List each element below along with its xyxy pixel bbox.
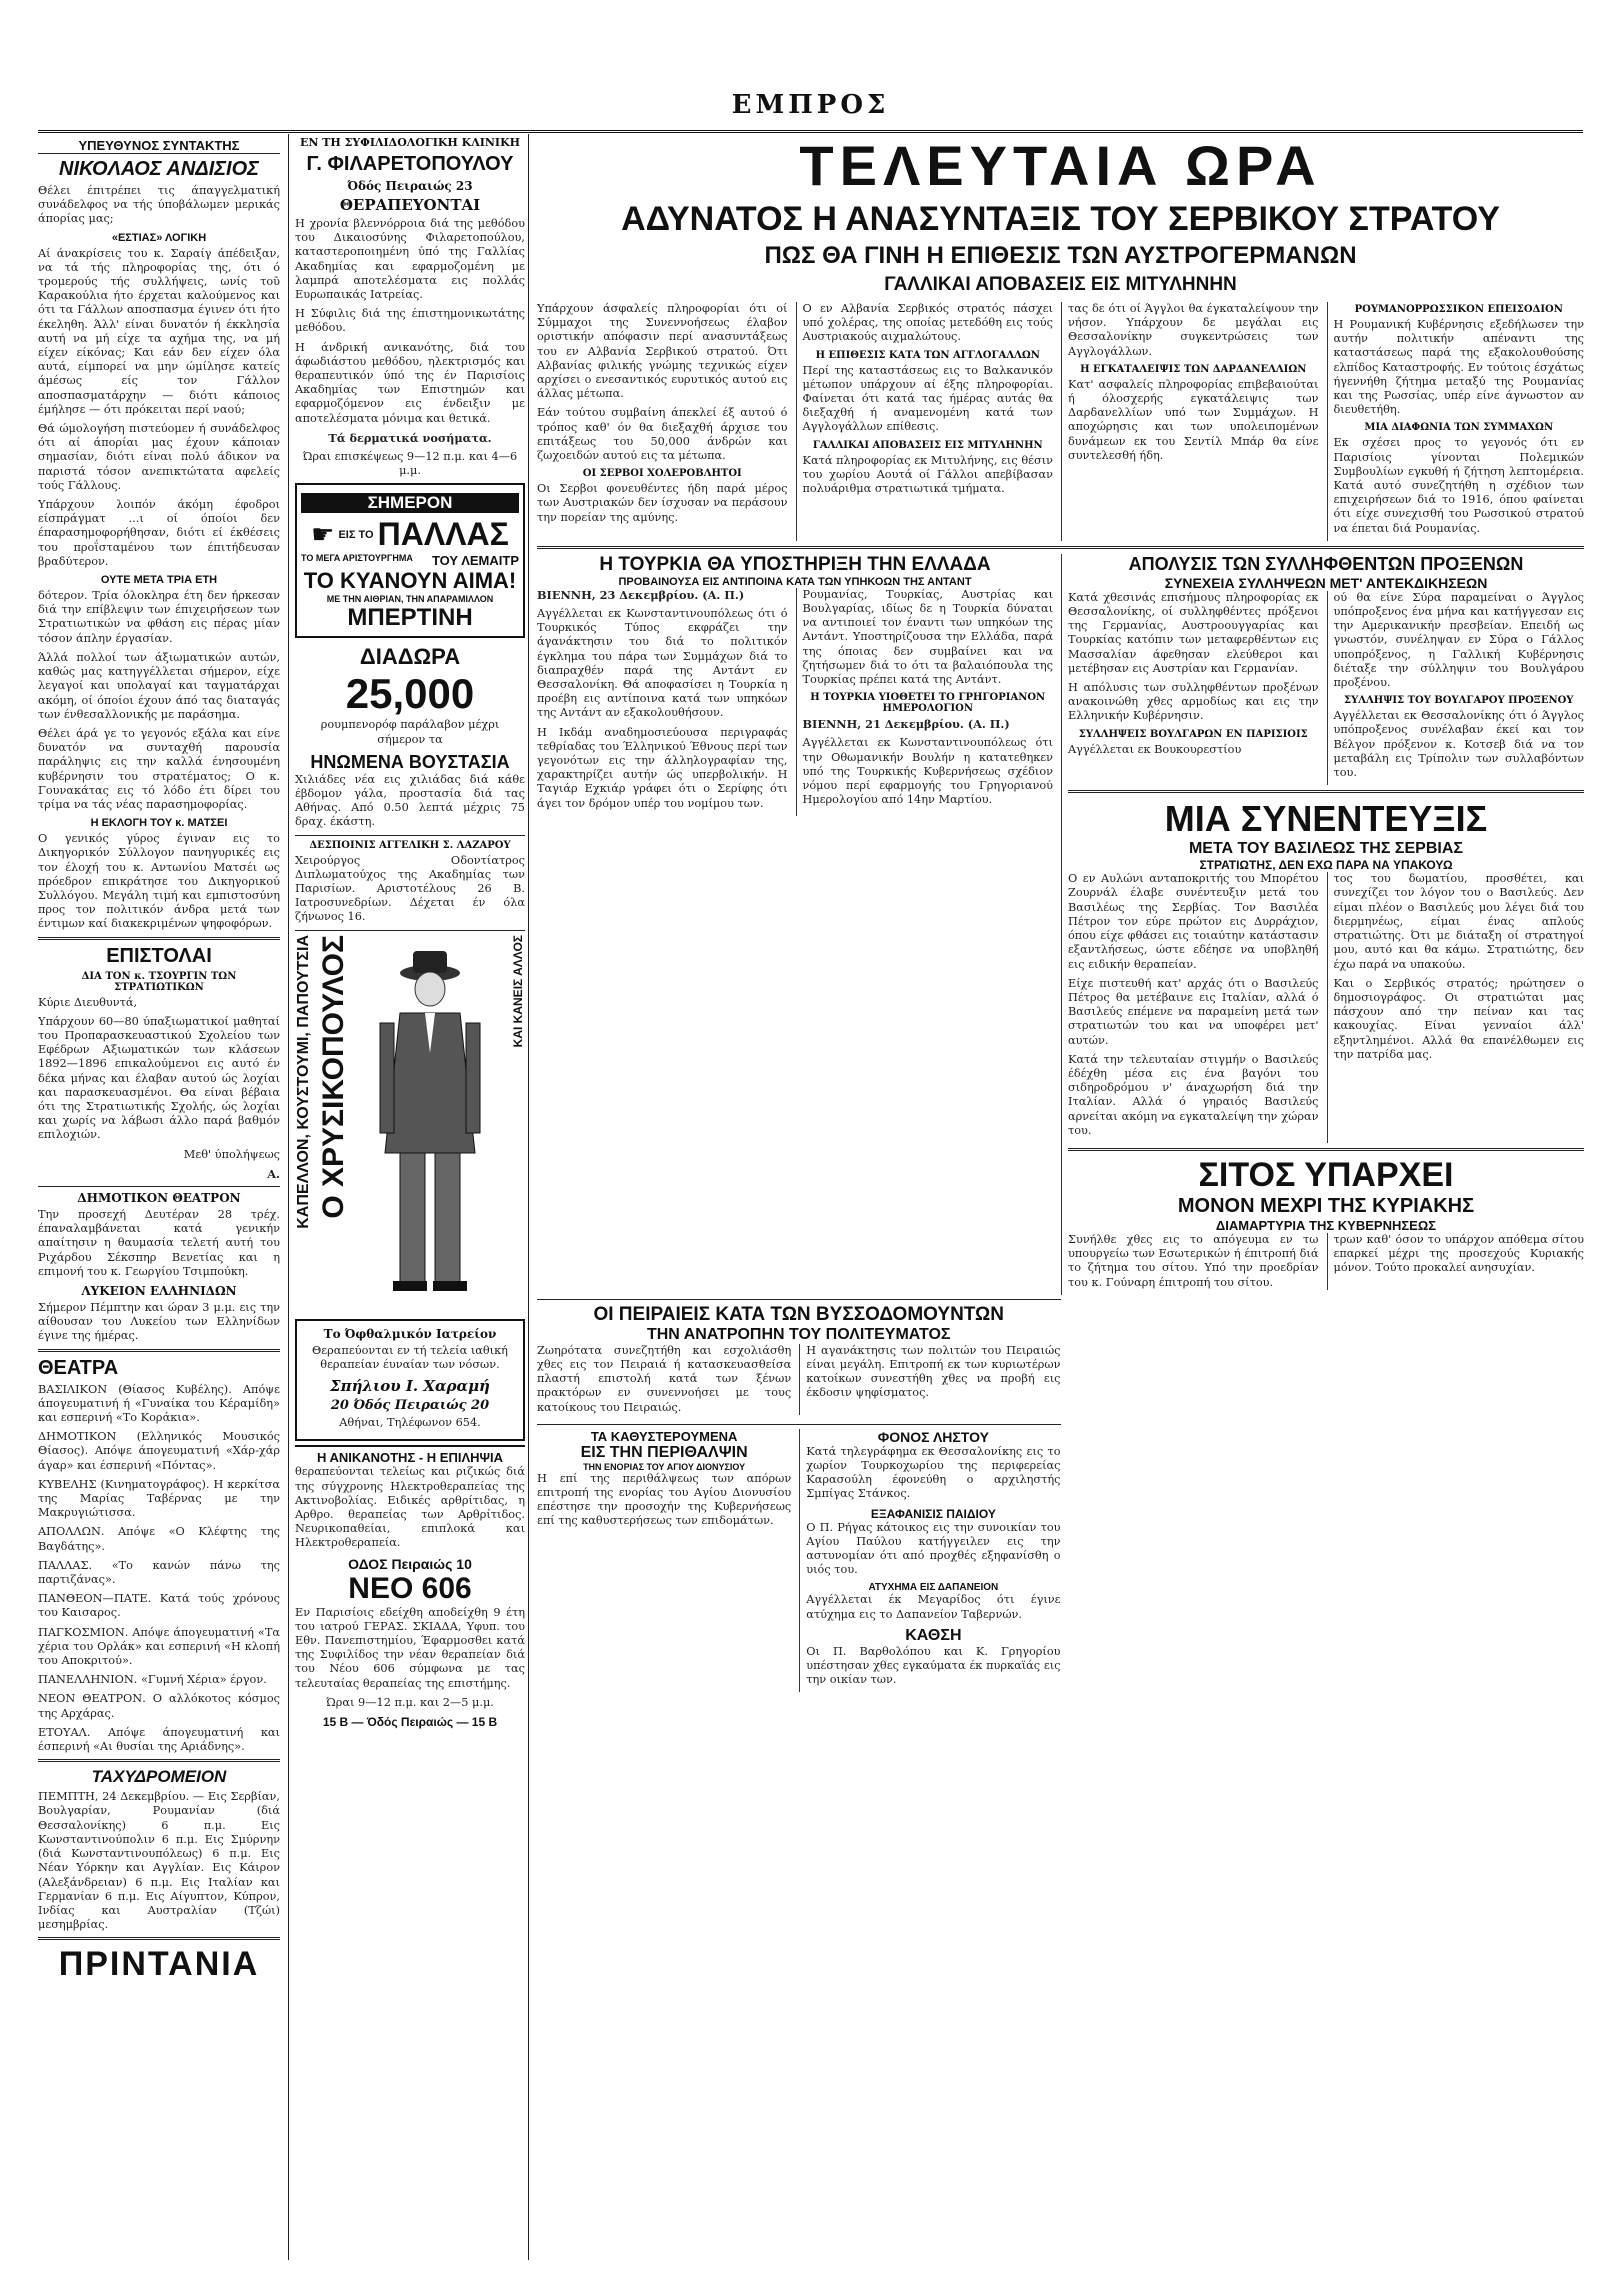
estias-text: Αί άνακρίσεις του κ. Σαραίγ άπέδειξαν, να τά τής πληροφορίας της, ότι ό τρομερούς τής συλλήψεις, ωνίς τοῦ Καρακούλια ήτο έρχεται καλούμενος και ότι τα Γάλλων αποσπασμα έγινεν ότι ήτο έκεληθη. Άλλ' είναι δυνατόν ή έκκλησία αυτή να μή είχε τα αχήμα της, να μή είχεν είκόνας; Και εάν δεν είχεν όλα αυτά, είμπορεί να μην ώμίλησε κατείς άμέσως είς τον Γάλλον αποσπασματάρχην — διότι κάποιος έμήλησε — ότι πρόκειται περί ναού; [38, 246, 280, 416]
column-2-ads [288, 134, 525, 2260]
clinic-addr: Όδός Πειραιώς 23 [347, 179, 473, 193]
pallas-left: ΤΟ ΜΕΓΑ ΑΡΙΣΤΟΥΡΓΗΜΑ [301, 553, 413, 564]
kath-subhead-2: ΤΗΝ ΕΝΟΡΙΑΣ ΤΟΥ ΑΓΙΟΥ ΔΙΟΝΥΣΙΟΥ [583, 1461, 746, 1472]
interview-text-4: τος του δωματίου, προσθέτει, και συνεχίζει τον λόγον του ο Βασιλεύς. Δεν είμαι πλέον ο Βασιλεύς μου λέγει διά του διερμηνέως, είμαι ένας απλούς στρατιώτης. Ότι με διάταξη οί στρατηγοί μου, αυτό και θα κάμω. Στρατιώτης, δεν έχω παρά να υπακούω. [1333, 872, 1584, 971]
tachydromeion-text: ΠΕΜΠΤΗ, 24 Δεκεμβρίου. — Εις Σερβίαν, Βουλγαρίαν, Ρουμανίαν (διά Θεσσαλονίκης) 6 π.μ. Εις Κωνσταντινούπολιν 6 π.μ. Εις Σμύρνην (διά Κωνσταντινουπόλεως) 6 π.μ. Εις Νέαν Υόρκην και Αγγλίαν. Εις Κάιρον (Αλεξάνδρειαν) 6 π.μ. Εις Ιταλίαν και Γερμανίαν 6 π.μ. Εις Αίγυπτον, Κύπρον, Ινδίας και Αυστραλίαν (Τζώι) μεσημβρίας. [38, 1790, 280, 1932]
intro-text: Θέλει έπιτρέπει τις άπαγγελματική συνάδελφος να τής ύποβάλωμεν μερικάς άπορίας μας; [38, 184, 280, 226]
kaosi-head: ΚΑΘΣΗ [905, 1626, 962, 1644]
pallas-today: ΣΗΜΕΡΟΝ [301, 493, 519, 513]
lykeion-text: Σήμερον Πέμπτην και ώραν 3 μ.μ. εις την αίθουσαν του Λυκείου των Ελληνίδων έγινε της ήμέρας. [38, 1301, 280, 1343]
interview-text: Ο εν Αυλώνι ανταποκριτής του Μπορέτου Ζουρνάλ έλαβε συνέντευξιν μετά του Βασιλέως της Σερβίας. Τον Βασιλέα Πέτρον τον εύρε πρώτον εις Δυρράχιον, όπου είχε φθάσει εις τοιαύτην κατάστασιν εξαντλήσεως, ώστε εδέησε να υποβληθή εις ειδικήν θεραπείαν. [1068, 872, 1319, 971]
kaosi-text: Οι Π. Βαρθολόπου και Κ. Γρηγορίου υπέστησαν χθες εγκαύματα έκ πυρκαϊάς εις την οικίαν των. [806, 1644, 1061, 1687]
turkey-head: Η ΤΟΥΡΚΙΑ ΘΑ ΥΠΟΣΤΗΡΙΞΗ ΤΗΝ ΕΛΛΑΔΑ [599, 553, 991, 575]
epistolai-sign: Μεθ' ύπολήψεως [183, 1147, 280, 1161]
kath-text: Η επί της περιθάλψεως των απόρων επιτροπή της ενορίας του Αγίου Διονυσίου επέστησε την προσοχήν της Κυβερνήσεως επί της καθυστερήσεως των επιδομάτων. [537, 1471, 792, 1528]
piraeus-head: ΟΙ ΠΕΙΡΑΙΕΙΣ ΚΑΤΑ ΤΩΝ ΒΥΣΣΟΔΟΜΟΥΝΤΩΝ [593, 1303, 1005, 1325]
banner-headline: ΤΕΛΕΥΤΑΙΑ ΩΡΑ [799, 134, 1322, 197]
wheat-subhead: ΜΟΝΟΝ ΜΕΧΡΙ ΤΗΣ ΚΥΡΙΑΚΗΣ [1177, 1194, 1475, 1217]
anik-head: Η ΑΝΙΚΑΝΟΤΗΣ - Η ΕΠΙΛΗΨΙΑ [295, 1445, 525, 1465]
clinic-hours: Ώραι επισκέψεως 9—12 π.μ. και 4—6 μ.μ. [302, 450, 518, 478]
pallas-star: ΜΠΕΡΤΙΝΗ [347, 604, 473, 632]
theatra-list [38, 1383, 280, 1755]
diadora-amount: 25,000 [345, 670, 475, 718]
epistolai-sub: ΔΙΑ ΤΟΝ κ. ΤΣΟΥΡΓΙΝ ΤΩΝ ΣΤΡΑΤΙΩΤΙΚΩΝ [81, 970, 237, 993]
top-right-text: Η Ρουμανική Κυβέρνησις εξεδήλωσεν την αυτήν πολιτικήν απέναντι της καταστάσεως παρά της εξακολουθούσης ελπίδος Καταστροφής. Εν τούτοις έσχάτως ήγεννήθη ζήτημα μεταξύ της Ρουμανίας και της Ρωσσίας, υπέρ είνε άγνωστον αν διευθετήθη. [1333, 318, 1584, 417]
estias-text-2: Θά ώμολογήση πιστεύομεν ή συνάδελφος ότι αί άπορίαι μας έχουν κάποιαν σημασίαν, διότι είναι πολύ άδικον να παριστά τόσον ανεπικτώτατα αφελείς τούς Γάλλους. [38, 422, 280, 492]
theatre-item: ΚΥΒΕΛΗΣ (Κινηματογράφος). Η κερκίτσα της Μαρίας Ταβέρνας με την Μακρυγιώτισσα. [38, 1477, 280, 1520]
wheat-text-2: τρων καθ' όσον το υπάρχον απόθεμα σίτου επαρκεί μέχρι της προσεχούς Κυριακής μόνον. Τούτο προκαλεί ανησυχίαν. [1327, 1233, 1585, 1290]
estias-text-3: Υπάρχουν λοιπόν άκόμη έφοδροι είσπράγματ ...ι οί όποίοι δεν έπαρασημοφορήθησαν, διότι εί έκθέσεις του προΐσταμένου των έπιτήδευσαν βραδύτερον. [38, 498, 280, 568]
fonos-head: ΦΟΝΟΣ ΛΗΣΤΟΥ [877, 1428, 989, 1445]
epistolai-head: ΕΠΙΣΤΟΛΑΙ [106, 944, 212, 967]
pallas-ad [295, 483, 525, 638]
theatre-item: ΠΑΛΛΑΣ. «Το κανών πάνω της παρτιζάνας». [38, 1558, 280, 1587]
consuls-head: ΑΠΟΛΥΣΙΣ ΤΩΝ ΣΥΛΛΗΦΘΕΝΤΩΝ ΠΡΟΞΕΝΩΝ [1128, 553, 1524, 574]
chrys-vert-main: Ο ΧΡΥΣΙΚΟΠΟΥΛΟΣ [317, 934, 350, 1219]
theatre-item: ΕΤΟΥΑΛ. Απόψε άπογευματινή και έσπερινή «Αι θυσίαι της Αριάδνης». [38, 1725, 280, 1754]
top-sub-1: ΟΙ ΣΕΡΒΟΙ ΧΟΛΕΡΟΒΛΗΤΟΙ [582, 468, 742, 480]
opht-addr: 20 Όδός Πειραιώς 20 [330, 1398, 490, 1414]
turkey-text: Αγγέλλεται εκ Κωνσταντινουπόλεως ότι ό Τουρκικός Τύπος εκφράζει την άγανάκτησιν του διά το πολιτικόν έγκλημα του πάρα των Συμμάχων διά το διαπραχθέν παρά της Αντάντ εν Θεσσαλονίκη. Θά αποφασίσει η Τουρκία η προέβη εις αντίποινα κατά των υπηκόων της Αντάντ αν εξακολουθήσουν. [537, 607, 788, 720]
man-in-suit-illustration [355, 943, 505, 1303]
top-text-4: Ο εν Αλβανία Σερβικός στρατός πάσχει υπό χολέρας, της οποίας μετεδόθη εις τούς Αυστριακούς αιχμαλώτους. [802, 302, 1053, 344]
theatre-item: ΝΕΟΝ ΘΕΑΤΡΟΝ. Ο αλλόκοτος κόσμος της Αρχάρας. [38, 1692, 280, 1720]
pointing-hand-icon: ☛ [311, 519, 335, 550]
bulgarians-text: Αγγέλλεται εκ Βουκουρεστίου [1068, 742, 1242, 756]
top-right-sub: ΡΟΥΜΑΝΟΡΡΩΣΣΙΚΟΝ ΕΠΕΙΣΟΔΙΟΝ [1354, 304, 1563, 315]
chrys-vert-left: ΚΑΠΕΛΛΟΝ, ΚΟΥΣΤΟΥΜΙ, ΠΑΠΟΥΤΣΙΑ [295, 934, 312, 1229]
neo-hours: Ώραι 9—12 π.μ. και 2—5 μ.μ. [326, 1695, 494, 1709]
estias-label: «ΕΣΤΙΑΣ» ΛΟΓΙΚΗ [111, 231, 207, 244]
top-right-text-2: Εκ σχέσει προς το γεγονός ότι εν Παρισίοις γίνονται Πολεμικών Συμβουλίων εγκυθή ή ζήτηση λεπτομέρεια. Κατά αυτό συνεζητήθη η σχέδιον των επιχειρήσεων διά το 1916, όπου φαίνεται ότι είχε συνεχισθή του Ρωσσικού στρατού να έπεται διά Ρουμανίας. [1333, 436, 1584, 535]
masthead: ΕΜΠΡΟΣ [38, 90, 1583, 133]
outye-text-3: Θέλει άρά γε το γεγονός εξάλα και είνε δυνατόν να συνταχθή παρουσία παράληψις εις την καλλά ένησουμένη κυβέρνησιν του στρατέματος; Ο κ. Γουνακάτας εις τό λόδο έτι δίρει του τρίμα να τάς νέας παρασημοφορίας. [38, 726, 280, 811]
pallas-title: ΤΟ ΚΥΑΝΟΥΝ ΑΙΜΑ! [303, 568, 517, 594]
outye-text: δότερον. Τρία όλοκληρα έτη δεν ήρκεσαν διά την επίβλεψιν των έπιχειρήσεων των Στρατιωτικών να φθάση εις πέρας μίαν τόσον άπλην έργασίαν. [38, 589, 280, 645]
top-sub-4: Η ΕΓΚΑΤΑΛΕΙΨΙΣ ΤΩΝ ΔΑΡΔΑΝΕΛΛΙΩΝ [1080, 363, 1307, 375]
pallas-cast: ΜΕ ΤΗΝ ΑΙΘΡΙΑΝ, ΤΗΝ ΑΠΑΡΑΜΙΛΛΟΝ [326, 594, 494, 605]
consuls-text: Κατά χθεσινάς επισήμους πληροφορίας εκ Θεσσαλονίκης, οί συλληφθέντες πρόξενοι της Γερμανίας, Αυστροουγγαρίας και Τουρκίας κατόπιν των μεταφερθέντων εις Μασσαλίαν άφεθησαν ελεύθεροι και μετέβησαν εις Αυστρίαν και Γερμανίαν. [1068, 590, 1319, 675]
column-1 [38, 134, 280, 2260]
kath-subhead: ΕΙΣ ΤΗΝ ΠΕΡΙΘΑΛΨΙΝ [580, 1443, 748, 1461]
kath-head: ΤΑ ΚΑΘΥΣΤΕΡΟΥΜΕΝΑ [590, 1428, 738, 1444]
opht-text: Θεραπεύονται εν τή τελεία ιαθική θεραπείαν έυναίαν των νόσων. [312, 1343, 508, 1371]
top-news-columns [537, 302, 1584, 541]
clinic-text-2: Η Σύφιλις διά της έπιστημονικωτάτης μεθόδου. [295, 307, 525, 335]
clinic-name: Γ. ΦΙΛΑΡΕΤΟΠΟΥΛΟΥ [306, 153, 514, 175]
anik-text: θεραπεύονται τελείως και ριζικώς διά της σύγχρονης Ηλεκτροθεραπείας της Ακτινοβολίας. Ειδικές αρθρίτιδας, η Αρθρο. θεραπείας των Αρθρίτιδος. Νευρικοπαθείαι, επιπλοκά και Ηλεκτροθεραπεία. [295, 1465, 525, 1550]
interview-text-5: Και ο Σερβικός στρατός; ηρώτησεν ο δημοσιογράφος. Οι στρατιώται μας πάσχουν από την πείναν και τας κακουχίας. Είναι γενναίοι άλλ' εξηντλημένοι. Αλλά θα επανέλθωμεν εις την πατρίδα μας. [1333, 976, 1584, 1061]
diadora-text: ρουμπενορόφ παράλαβον μέχρι σήμερον τα [320, 718, 500, 746]
chrys-vert-right: ΚΑΙ ΚΑΝΕΙΣ ΑΛΛΟΣ [511, 934, 525, 1047]
atyx-head: ΑΤΥΧΗΜΑ ΕΙΣ ΔΑΠΑΝΕΙΟΝ [868, 1582, 999, 1594]
theatre-item: ΠΑΝΘΕΟΝ—ΠΑΤΕ. Κατά τούς χρόνους του Καισαρος. [38, 1592, 280, 1620]
neo-addr: 15 Β — Όδός Πειραιώς — 15 Β [322, 1714, 498, 1729]
vourstasia-head: ΗΝΩΜΕΝΑ ΒΟΥΣΤΑΣΙΑ [310, 751, 510, 772]
outye-label: ΟΥΤΕ ΜΕΤΑ ΤΡΙΑ ΕΤΗ [100, 574, 218, 587]
diadora-label: ΔΙΑΔΩΡΑ [359, 644, 461, 670]
outye-text-2: Άλλά πολλοί των άξιωματικών αυτών, καθώς μας κατηγγέλλεται σήμερον, είχε λεγαγοί και υπολαγαί και ταγματάρχαι ακόμη, οί όποίοι έχουν άπό τας διαταγάς των ένθεσαλλονικής με παράσημα. [38, 650, 280, 721]
clinic-text: Η χρονία βλεννόρροια διά της μεθόδου του Δικαιοσύνης Φιλαρετοπούλου, καταστεροποιημένη ύπό της Γαλλίας Ακαδημίας και εφαρμοζομένη με λαμπρά αποτελέσματα εις πολλάς Ευρωπαικάς Ιατρείας. [295, 217, 525, 302]
top-sub-2: Η ΕΠΙΘΕΣΙΣ ΚΑΤΑ ΤΩΝ ΑΓΓΛΟΓΑΛΛΩΝ [815, 349, 1040, 361]
piraeus-section [537, 1304, 1061, 1693]
top-text-7: τας δε ότι οί Άγγλοι θα έγκαταλείψουν την νήσον. Υπάρχουν δε μεγάλαι εις Θεσσαλονίκην συγκεντρώσεις των Αγγλογάλλων. [1068, 302, 1319, 358]
top-sub-3: ΓΑΛΛΙΚΑΙ ΑΠΟΒΑΣΕΙΣ ΕΙΣ ΜΙΤΥΛΗΝΗΝ [812, 439, 1043, 451]
neo-text: Εν Παρισίοις εδείχθη αποδείχθη 9 έτη του ιατρού ΓΕΡΑΣ. ΣΚΙΑΔΑ, Υφυπ. του Εθν. Πανεπιστημίου, Έφαρμοσθει κατά της Συφιλίδος την νέαν θεραπείαν διά του Νέου 606 σύμφωνα με τας τελευταίας θεραπείας της επιστήμης. [295, 1605, 525, 1690]
ekathi-label: Η ΕΚΛΟΓΗ ΤΟΥ κ. ΜΑΤΣΕΙ [90, 817, 228, 830]
ekathi-text: Ο γενικός γύρος έγιναν εις το Δικηγορικόν Σύλλογον πανηγυρικές εις τον έλοχή του κ. Αντωνίου Ματσέι ως πρόεδρον επικράτησε του Δικηγορικού Συλλόγου. Μεγάλη τιμή και εμπιστοσύνη προς τον πολιτικόν άνδρα μετά των έντιμων καί διακεκριμένων ψηφοφόρων. [38, 832, 280, 931]
top-text-6: Κατά πληροφορίας εκ Μιτυλήνης, εις θέσιν του χωρίου Αουτά οί Γάλλοι απεβίβασαν πολυάριθμα στρατιωτικά τμήματα. [802, 453, 1053, 496]
neo-head: ΝΕΟ 606 [348, 1571, 472, 1605]
interview-text-3: Κατά την τελευταίαν στιγμήν ο Βασιλεύς έδέχθη μέσα εις ένα βαγόνι του σιδηροδρόμου ν' άναχωρήση διά την Ιταλίαν. Αλλά ό γηραιός Βασιλεύς αρνείται ακόμη να εγκαταλείψη την χώραν του. [1068, 1052, 1319, 1137]
pallas-name: ΠΑΛΛΑΣ [377, 516, 509, 553]
clinic-text-4: Τά δερματικά νοσήματα. [328, 430, 492, 445]
turkey-text-2: Η Ικδάμ αναδημοσιεύουσα περιγραφάς τεθρίαδας του Έλληνικού Έθνους περί των γεγονότων εις την άλληλογραφίαν της, χαρακτηρίζει αυτήν ώς υπερβολικήν. Η Ταγιάρ Εχκιάρ γράφει ότι ο Σερίφης ότι άγει τον δρόμον υπέρ του νομίμου των. [537, 725, 788, 810]
bulg-consul-sub: ΣΥΛΛΗΨΙΣ ΤΟΥ ΒΟΥΛΓΑΡΟΥ ΠΡΟΞΕΝΟΥ [1344, 695, 1574, 707]
doctor-text: Χειρούργος Οδοντίατρος Διπλωματούχος της Ακαδημίας των Παρισίων. Αριστοτέλους 26 Β. Ιατροσυνεδρίων. Δέχεται έν όλα ζήνωνος 16. [295, 853, 525, 924]
opht-tel: Αθήναι, Τηλέφωνον 654. [339, 1416, 481, 1430]
theatra-head: ΘΕΑΤΡΑ [38, 1356, 119, 1379]
calendar-date: ΒΙΕΝΝΗ, 21 Δεκεμβρίου. (Α. Π.) [802, 717, 1010, 732]
interview-quote: ΣΤΡΑΤΙΩΤΗΣ, ΔΕΝ ΕΧΩ ΠΑΡΑ ΝΑ ΥΠΑΚΟΥΩ [1199, 858, 1453, 873]
turkey-subhead: ΠΡΟΒΑΙΝΟΥΣΑ ΕΙΣ ΑΝΤΙΠΟΙΝΑ ΚΑΤΑ ΤΩΝ ΥΠΗΚΟΩΝ ΤΗΣ ΑΝΤΑΝΤ [618, 575, 972, 588]
pallas-right: ΤΟΥ ΛΕΜΑΙΤΡ [431, 553, 519, 569]
demotikon-text: Την προσεχή Δευτέραν 28 τρέχ. έπαναλαμβάνεται κατά γενικήν απαίτησιν η θαυμασία τελετή αυτή του Ριχάρδου Σέκσπηρ Βενετίας και η επιμονή του κ. Γεωργίου Τσιμπούκη. [38, 1207, 280, 1278]
bulgarians-sub: ΣΥΛΛΗΨΕΙΣ ΒΟΥΛΓΑΡΩΝ ΕΝ ΠΑΡΙΣΙΟΙΣ [1078, 728, 1308, 740]
turkey-text-3: Ρουμανίας, Τουρκίας, Αυστρίας και Βουλγαρίας, ιδίως δε η Τουρκία δύναται να αντιποιεί τον έναντι των υπηκόων της Αντάντ. Υποστηρίζουσα την Ελλάδα, παρά της όποιας δεν συμβαίνει και να ζητήσωμεν διά το ότι τα βαλαιόπουλα της Τουρκίας πρέπει κατά της Αντάντ. [802, 587, 1053, 687]
opht-name: Σπήλιου Ι. Χαραμή [330, 1377, 490, 1396]
calendar-text: Αγγέλλεται εκ Κωνσταντινουπόλεως ότι την Οθωμανικήν Βουλήν η κατατεθηκεν υπό της Τουρκικής Κυβερνήσεως σχέδιον νόμου περί εφαρμογής του Γρηγοριανού Ημερολογίου από 14ην Μαρτίου. [802, 736, 1053, 807]
consuls-text-2: Η απόλυσις των συλληφθέντων προξένων ανακοινώθη χθες αρμοδίως και εις την Ελληνικήν Κυβέρνησιν. [1068, 681, 1319, 723]
consuls-text-3: ού θα είνε Σύρα παραμείναι ο Άγγλος υπόπροξενος ένα μήνα και κατήγγεσαν εις την Αμερικανικήν πρεσβείαν. Επειδή ως γνωστόν, συνέληψαν εν Σύρα ο Γάλλος υποπρόξενος, η Γαλλική Κυβέρνησις διέταξε την σύλληψιν του Βουλγάρου προξένου. [1333, 590, 1584, 690]
exafan-head: ΕΞΑΦΑΝΙΣΙΣ ΠΑΙΔΙΟΥ [870, 1506, 996, 1521]
bulg-consul-text: Αγγέλλεται εκ Θεσσαλονίκης ότι ό Άγγλος υπόπροξενος συνέλαβαν έκεί και τον Βέλγον πρόξενον κ. Κοτσεβ διά να τον μεταβάλη εις Τρίπολιν των συλλαβόντων του. [1333, 709, 1584, 780]
theatre-item: ΒΑΣΙΛΙΚΟΝ (Θίασος Κυβέλης). Απόψε άπογευματινή ή «Γυναίκα του Κέραμίδη» και εσπερινή «Το Κοράκια». [38, 1382, 280, 1425]
piraeus-text: Ζωηρότατα συνεζητήθη και εσχολιάσθη χθες εις τον Πειραιά ή κατασκευασθείσα πλαστή επιστολή κατά των ξένων πρακτόρων εν συνεννοήσει με τους κατοίκους του Πειραιώς. [537, 1343, 792, 1414]
top-text-8: Κατ' ασφαλείς πληροφορίας επιβεβαιούται ή όλοσχερής εγκατάλειψις των Δαρδανελλίων υπό των Συμμάχων. Η αποχώρησις και των υπολειπομένων δυνάμεων εκ του Σεντίλ Μπάρ θα είνε συντελεσθή ήδη. [1068, 377, 1319, 462]
clinic-therap: ΘΕΡΑΠΕΥΟΝΤΑΙ [339, 196, 481, 214]
interview-subhead: ΜΕΤΑ ΤΟΥ ΒΑΣΙΛΕΩΣ ΤΗΣ ΣΕΡΒΙΑΣ [1188, 840, 1464, 858]
demotikon-head: ΔΗΜΟΤΙΚΟΝ ΘΕΑΤΡΟΝ [77, 1190, 241, 1205]
top-text-2: Εάν τούτου συμβαίνη άπεκλεί έξ αυτού ό τρόπος καθ' όν θα διεξαχθή άρχισε του επιτάξεως του 50,000 άνδρών και ζωχοειδών αυτού εις τα μέτωπα. [537, 406, 788, 463]
atyx-text: Αγγέλλεται έκ Μεγαρίδος ότι έγινε ατύχημα εις το Δαπανείον Ταβερνών. [806, 1593, 1061, 1621]
vourstasia-text: Χιλιάδες νέα εις χιλιάδας διά κάθε έβδομον γάλα, προστασία διά τας Αθήνας. Από 0.50 λεπτά μέχρις 75 δραχ. έκάστη. [295, 772, 525, 829]
headline-3: ΓΑΛΛΙΚΑΙ ΑΠΟΒΑΣΕΙΣ ΕΙΣ ΜΙΤΥΛΗΝΗΝ [884, 274, 1237, 295]
theatre-item: ΠΑΝΕΛΛΗΝΙΟΝ. «Γυμνή Χέρια» έργον. [38, 1673, 267, 1687]
epistolai-salut: Κύριε Διευθυντά, [38, 995, 138, 1009]
calendar-sub: Η ΤΟΥΡΚΙΑ ΥΙΟΘΕΤΕΙ ΤΟ ΓΡΗΓΟΡΙΑΝΟΝ ΗΜΕΡΟΛΟΓΙΟΝ [810, 692, 1046, 715]
theatre-item: ΠΑΓΚΟΣΜΙΟΝ. Απόψε άπογευματινή «Τα χέρια του Ορλάκ» και εσπερινή «Η κλοπή του Αποκριτού». [38, 1625, 280, 1668]
middle-news [537, 554, 1584, 1295]
newspaper-page [38, 90, 1583, 2260]
clinic-top: ΕΝ ΤΗ ΣΥΦΙΛΙΔΟΛΟΓΙΚΗ ΚΛΙΝΙΚΗ [299, 136, 521, 149]
interview-text-2: Είχε πιστευθή κατ' αρχάς ότι ο Βασιλεύς Πέτρος θα μετέβαινε εις Ιταλίαν, αλλά ό Βασιλεύς επέμενε να παραμείνη μετά των στρατιωτών του και να υποφέρει μετ' αυτών. [1068, 976, 1319, 1047]
wheat-head: ΣΙΤΟΣ ΥΠΑΡΧΕΙ [1198, 1155, 1454, 1194]
doctor-title: ΔΕΣΠΟΙΝΙΣ ΑΓΓΕΛΙΚΗ Σ. ΛΑΖΑΡΟΥ [309, 839, 511, 851]
exafan-text: Ο Π. Ρήγας κάτοικος εις την συνοικίαν του Αγίου Παύλου κατήγγειλεν εις την αστυνομίαν ότι από προχθές εξηφανίσθη ο υιός του. [806, 1520, 1061, 1577]
wheat-subhead-2: ΔΙΑΜΑΡΤΥΡΙΑ ΤΗΣ ΚΥΒΕΡΝΗΣΕΩΣ [1215, 1217, 1437, 1233]
ophthalmic-ad [295, 1319, 525, 1442]
epistolai-text: Υπάρχουν 60—80 ύπαξιωματικοί μαθηταί του Προπαρασκευαστικού Σχολείου των Εφέδρων Αξιωματικών των κλάσεων 1892—1896 επικαλούμενοι εις αυτό έν δέκα μήνας και έλαβαν αυτού ώς λοχίαι και παρασκευασμένοι. Θα είναι βέβαια ότι της Στρατιωτικής Σχολής, ώς λοχίαι και χωρίς να λάβωσι άλλο παρά βαθμόν επιλοχιών. [38, 1014, 280, 1142]
main-news-section [528, 134, 1584, 2260]
theatre-item: ΔΗΜΟΤΙΚΟΝ (Ελληνικός Μουσικός Θίασος). Απόψε άπογευματινή «Χάρ-χάρ άγαρ» και έσπερινή «Πόντας». [38, 1430, 280, 1472]
anik-addr: ΟΔΟΣ Πειραιώς 10 [348, 1555, 472, 1572]
piraeus-subhead: ΤΗΝ ΑΝΑΤΡΟΠΗΝ ΤΟΥ ΠΟΛΙΤΕΥΜΑΤΟΣ [646, 1325, 951, 1343]
top-text-5: Περί της καταστάσεως εις το Βαλκανικόν μέτωπον υπάρχουν αί έξης πληροφορίαι. Φαίνεται ότι κατά τας ήμέρας αυτάς θα διεξαχθή ή αναμενομένη κατά των Αγγλογάλλων επίθεσις. [802, 363, 1053, 434]
top-text-3: Οι Σερβοι φονευθέντες ήδη παρά μέρος των Αυστριακών δεν ίσχυσαν να περάσουν την πορείαν της αμύνης. [537, 482, 788, 524]
printania-ad: ΠΡΙΝΤΑΝΙΑ [58, 1945, 260, 1984]
headline-1: ΑΔΥΝΑΤΟΣ Η ΑΝΑΣΥΝΤΑΞΙΣ ΤΟΥ ΣΕΡΒΙΚΟΥ ΣΤΡΑΤΟΥ [621, 200, 1500, 238]
turkey-date: ΒΙΕΝΝΗ, 23 Δεκεμβρίου. (Α. Π.) [537, 587, 745, 602]
top-text-1: Υπάρχουν άσφαλείς πληροφορίαι ότι οί Σύμμαχοι της Συνεννοήσεως έλαβον οριστικήν απόφασιν περί ανασυντάξεως του εν Αλβανία Σερβικού στρατού. Ότι Αλβανίας φιλικής γνώμης τεχνικώς είχεν αρχίσει ο ενεσαντικός ευρυτικός αυτού εις άλλας μέτωπα. [537, 302, 788, 401]
interview-head: ΜΙΑ ΣΥΝΕΝΤΕΥΞΙΣ [1164, 798, 1488, 840]
pallas-eis: ΕΙΣ ΤΟ [338, 528, 374, 541]
piraeus-text-2: Η αγανάκτησις των πολιτών του Πειραιώς είναι μεγάλη. Επιτροπή εκ των κυριωτέρων κατοίκων συνεστήθη χθες να προβή εις έκδοσιν ψηφίσματος. [799, 1344, 1060, 1415]
consuls-subhead: ΣΥΝΕΧΕΙΑ ΣΥΛΛΗΨΕΩΝ ΜΕΤ' ΑΝΤΕΚΔΙΚΗΣΕΩΝ [1164, 574, 1488, 591]
lykeion-head: ΛΥΚΕΙΟΝ ΕΛΛΗΝΙΔΩΝ [81, 1284, 237, 1298]
clinic-text-3: Η άνδρική ανικανότης, διά του άφωδιάστου μεθόδου, ηλεκτρισμός και θεραπευτικόν ύπό της έν Παρισίοις Ακαδημίας των Επιστημών και εφαρμοζόμενον εις ένδειξιν με αποτελέσματα μόνιμα και θετικά. [295, 340, 525, 425]
epistolai-sign-2: Α. [267, 1166, 280, 1181]
chrysikopoulos-ad [295, 935, 525, 1315]
headline-2: ΠΩΣ ΘΑ ΓΙΝΗ Η ΕΠΙΘΕΣΙΣ ΤΩΝ ΑΥΣΤΡΟΓΕΡΜΑΝΩΝ [764, 242, 1357, 269]
fonos-text: Κατά τηλεγράφημα εκ Θεσσαλονίκης εις το χωρίον Τουρκοχωρίου της περιφερείας Καρασούλη έφονεύθη ο αρχιληστής Σμπίγας Στάνκος. [806, 1444, 1061, 1501]
editor-name: ΝΙΚΟΛΑΟΣ ΑΝΔΙΣΙΟΣ [59, 158, 259, 180]
editor-label: ΥΠΕΥΘΥΝΟΣ ΣΥΝΤΑΚΤΗΣ [38, 138, 280, 154]
theatre-item: ΑΠΟΛΛΩΝ. Απόψε «Ο Κλέφτης της Βαγδάτης». [38, 1525, 280, 1553]
top-right-sub-2: ΜΙΑ ΔΙΑΦΩΝΙΑ ΤΩΝ ΣΥΜΜΑΧΩΝ [1364, 422, 1554, 434]
wheat-text: Συνήλθε χθες εις το απόγευμα εν τω υπουργείω των Εσωτερικών ή έπιτροπή διά το ζήτημα του σίτου. Υπό την προεδρίαν του κ. Γούναρη έπιτροπή του σίτου. [1068, 1232, 1319, 1289]
opht-head: Το Όφθαλμικόν Ιατρείον [323, 1326, 497, 1341]
tachydromeion-head: ΤΑΧΥΔΡΟΜΕΙΟΝ [91, 1767, 227, 1787]
